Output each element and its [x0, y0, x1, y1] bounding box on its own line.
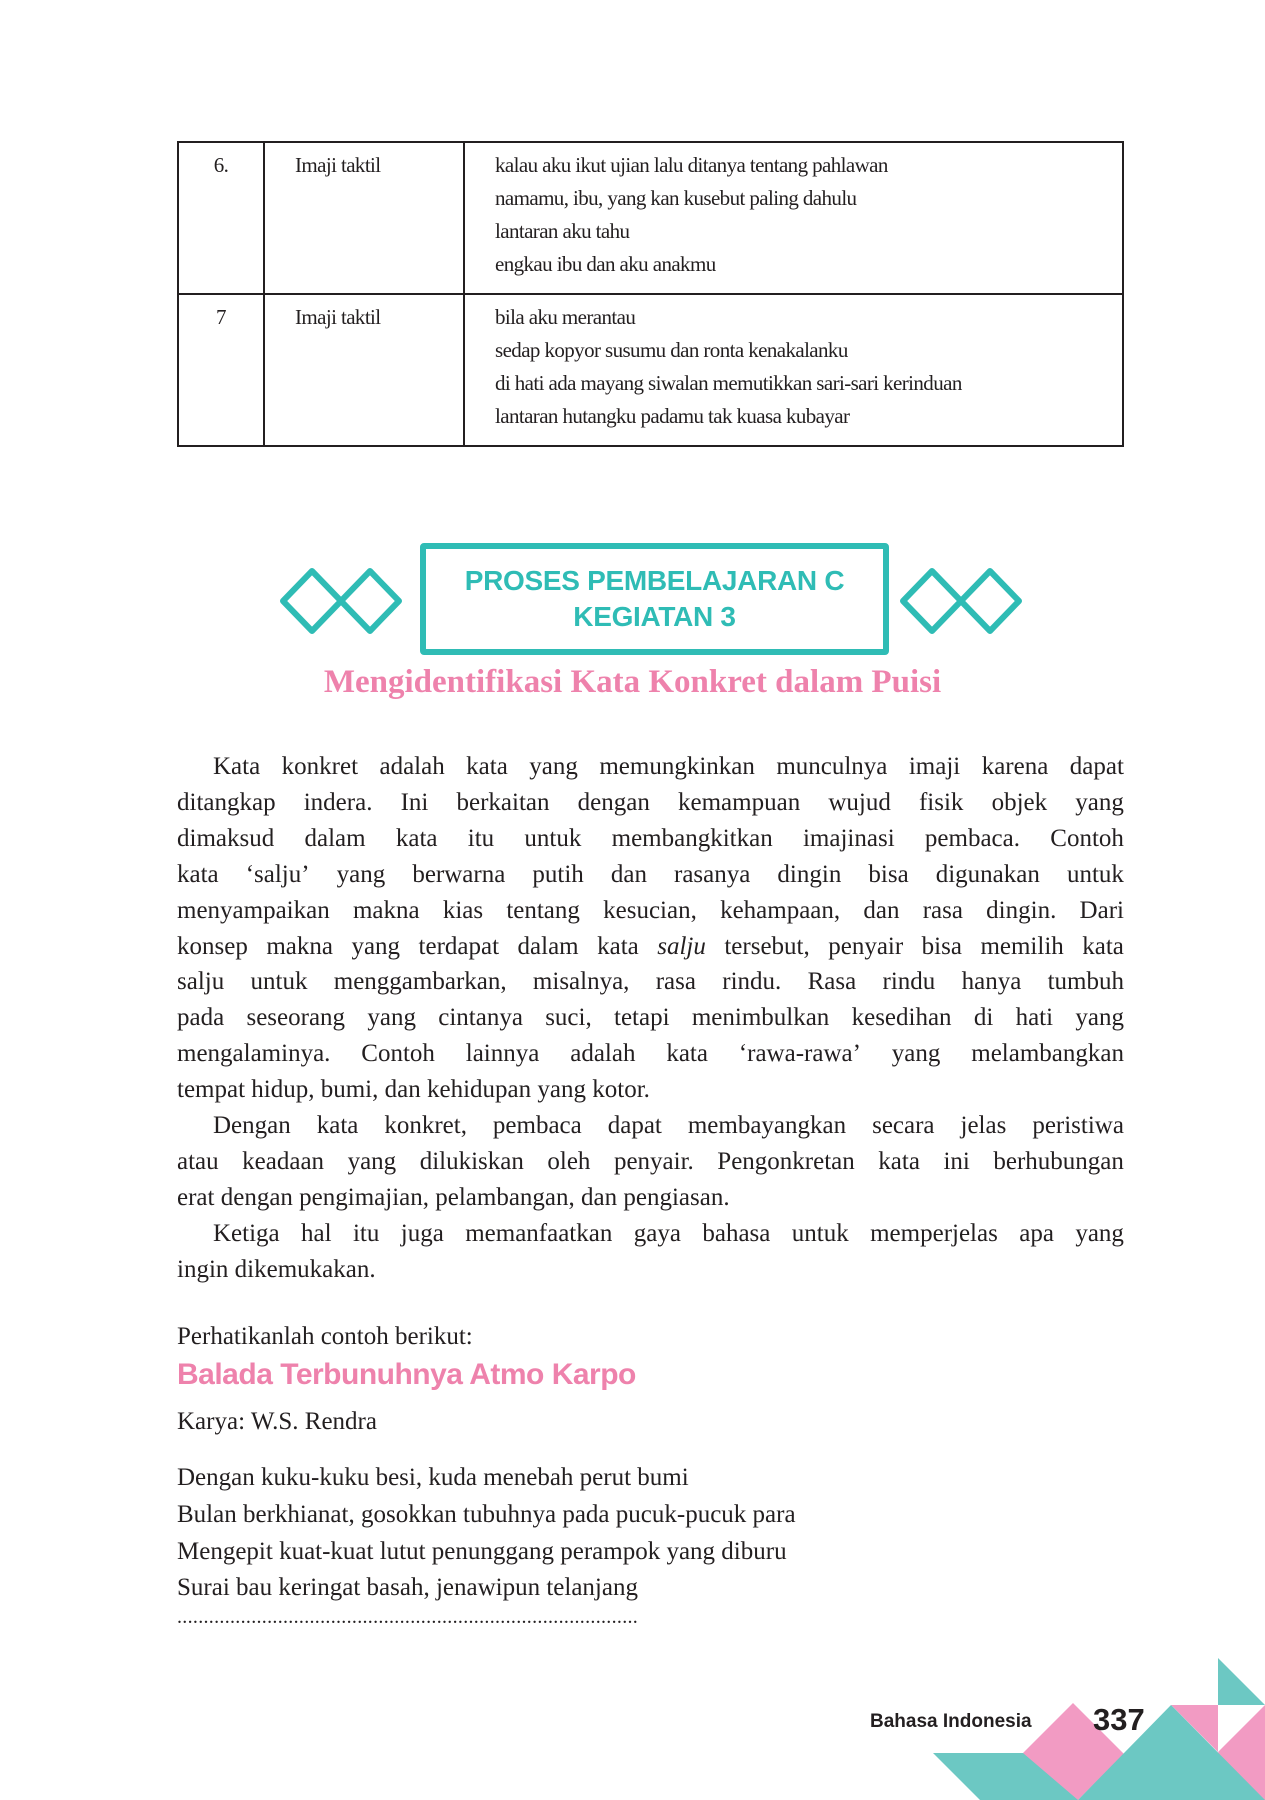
- excerpt-line: lantaran hutangku padamu tak kuasa kubayar: [495, 404, 850, 428]
- paragraph-line: pada seseorang yang cintanya suci, tetapi menimbulkan kesedihan di hati yang: [177, 1004, 1124, 1032]
- imagery-type: Imaji taktil: [264, 294, 464, 446]
- paragraph-line: ditangkap indera. Ini berkaitan dengan kemampuan wujud fisik objek yang: [177, 788, 1124, 816]
- paragraph-line: ingin dikemukakan.: [177, 1255, 376, 1283]
- excerpt-line: bila aku merantau: [495, 305, 636, 329]
- paragraph-line: konsep makna yang terdapat dalam kata salju tersebut, penyair bisa memilih kata: [177, 932, 1124, 960]
- excerpt-line: di hati ada mayang siwalan memutikkan sari-sari kerinduan: [495, 371, 962, 395]
- example-intro: Perhatikanlah contoh berikut:: [177, 1323, 473, 1350]
- activity-label: KEGIATAN 3: [573, 601, 736, 632]
- excerpt-line: lantaran aku tahu: [495, 219, 630, 243]
- paragraph-line: Kata konkret adalah kata yang memungkinkan munculnya imaji karena dapat: [213, 753, 1124, 780]
- paragraph-line: menyampaikan makna kias tentang kesucian, kehampaan, dan rasa dingin. Dari: [177, 896, 1124, 924]
- poem-line: Surai bau keringat basah, jenawipun telanjang: [177, 1574, 638, 1601]
- paragraph-line: Ketiga hal itu juga memanfaatkan gaya bahasa untuk memperjelas apa yang: [213, 1219, 1124, 1247]
- row-number: 6.: [178, 142, 264, 294]
- imagery-type: Imaji taktil: [264, 142, 464, 294]
- paragraph-line: atau keadaan yang dilukiskan oleh penyair. Pengonkretan kata ini berhubungan: [177, 1147, 1124, 1175]
- poem-line: Mengepit kuat-kuat lutut penunggang perampok yang diburu: [177, 1538, 787, 1565]
- excerpt-line: namamu, ibu, yang kan kusebut paling dahulu: [495, 186, 857, 210]
- poem-ellipsis: .......................................................................................: [177, 1606, 639, 1628]
- book-title: Bahasa Indonesia: [870, 1711, 1032, 1732]
- poem-title: Balada Terbunuhnya Atmo Karpo: [177, 1358, 636, 1391]
- excerpt-line: sedap kopyor susumu dan ronta kenakalanku: [495, 338, 848, 362]
- poem-line: Bulan berkhianat, gosokkan tubuhnya pada pucuk-pucuk para: [177, 1501, 796, 1528]
- row-number: 7: [178, 294, 264, 446]
- poem-author: Karya: W.S. Rendra: [177, 1408, 377, 1435]
- paragraph-line: tempat hidup, bumi, dan kehidupan yang kotor.: [177, 1076, 650, 1104]
- paragraph-line: kata ‘salju’ yang berwarna putih dan rasanya dingin bisa digunakan untuk: [177, 860, 1124, 888]
- paragraph-line: salju untuk menggambarkan, misalnya, rasa rindu. Rasa rindu hanya tumbuh: [177, 968, 1124, 996]
- paragraph-line: dimaksud dalam kata itu untuk membangkitkan imajinasi pembaca. Contoh: [177, 824, 1124, 852]
- page-number: 337: [1093, 1702, 1145, 1737]
- section-title: Mengidentifikasi Kata Konkret dalam Puisi: [323, 664, 942, 700]
- excerpt-line: kalau aku ikut ujian lalu ditanya tentang pahlawan: [495, 153, 888, 177]
- paragraph-line: mengalaminya. Contoh lainnya adalah kata ‘rawa-rawa’ yang melambangkan: [177, 1040, 1124, 1068]
- excerpt-line: engkau ibu dan aku anakmu: [495, 252, 716, 276]
- paragraph-line: erat dengan pengimajian, pelambangan, dan pengiasan.: [177, 1183, 730, 1211]
- section-label: PROSES PEMBELAJARAN C: [464, 565, 845, 596]
- paragraph-line: Dengan kata konkret, pembaca dapat membayangkan secara jelas peristiwa: [213, 1112, 1124, 1140]
- poem-line: Dengan kuku-kuku besi, kuda menebah perut bumi: [177, 1464, 689, 1491]
